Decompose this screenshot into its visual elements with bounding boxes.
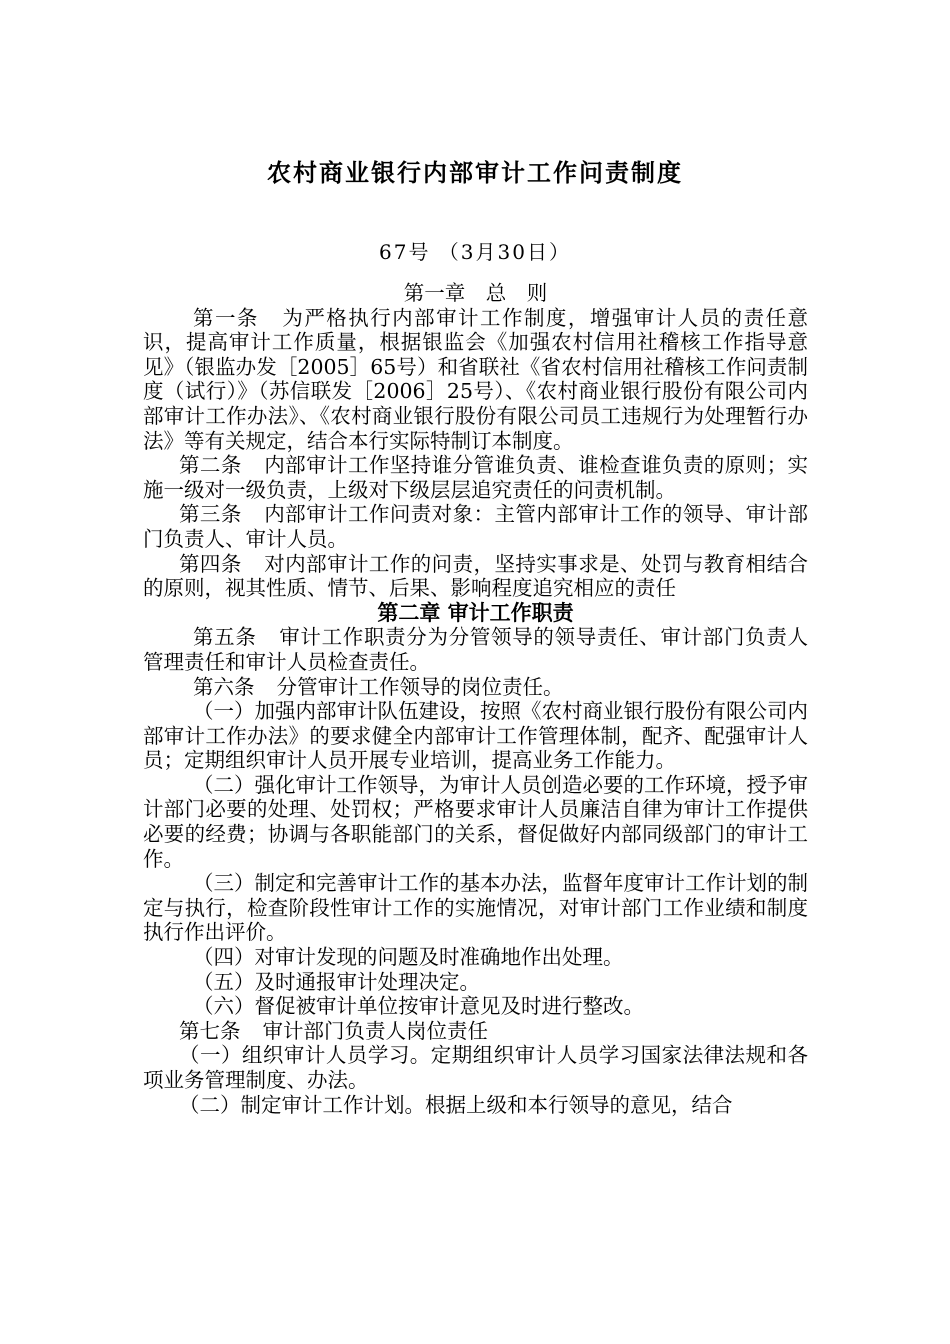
article-6-item: （四）对审计发现的问题及时准确地作出处理。 [193,945,624,970]
document-number: 67号 （3月30日） [379,240,571,264]
chapter-heading-2: 第二章 审计工作职责 [377,599,574,625]
article-6-item: （五）及时通报审计处理决定。 [193,969,480,994]
article-label: 第七条 [179,1018,241,1043]
article-label: 第六条 [193,674,255,699]
article-text: 审计部门负责人岗位责任 [262,1018,488,1043]
article-label: 第二条 [179,453,242,478]
document-title: 农村商业银行内部审计工作问责制度 [267,158,683,187]
article-text: 内部审计工作问责对象：主管内部审计工作的领导、审计部门负责人、审计人员。 [143,502,809,551]
article-6-item: （二）强化审计工作领导，为审计人员创造必要的工作环境，授予审计部门必要的处理、处罚权；严格要求审计人员廉洁自律为审计工作提供必要的经费；协调与各职能部门的关系，督促做好内部同级部门的审计工作。 [143,772,808,871]
article-7-item: （一）组织审计人员学习。定期组织审计人员学习国家法律法规和各项业务管理制度、办法。 [143,1043,808,1092]
article-label: 第三条 [179,502,242,527]
chapter-heading-1: 第一章 总 则 [403,281,548,305]
article-4 [143,552,808,601]
article-text: 审计工作职责分为分管领导的领导责任、审计部门负责人管理责任和审计人员检查责任。 [143,625,809,674]
document-body [143,281,808,1117]
article-1 [143,306,808,454]
article-7-item: （二）制定审计工作计划。根据上级和本行领导的意见，结合 [179,1092,733,1117]
article-text: 对内部审计工作的问责，坚持实事求是、处罚与教育相结合的原则，视其性质、情节、后果、影响程度追究相应的责任 [143,551,809,601]
article-label: 第一条 [193,305,259,330]
article-6-item: （六）督促被审计单位按审计意见及时进行整改。 [193,994,644,1019]
article-text: 分管审计工作领导的岗位责任。 [276,674,564,699]
article-2 [143,453,808,502]
article-label: 第五条 [193,625,257,650]
article-5 [143,625,808,674]
article-text: 为严格执行内部审计工作制度，增强审计人员的责任意识，提高审计工作质量，根据银监会《加强农村信用社稽核工作指导意见》（银监办发［2005］65号）和省联社《省农村信用社稽核工作问责制度（试行）》（苏信联发［2006］25号）、《农村商业银行股份有限公司内部审计工作办法》、《农村商业银行股份有限公司员工违规行为处理暂行办法》等有关规定，结合本行实际特制订本制度。 [143,305,809,453]
article-6 [143,675,808,700]
article-text: 内部审计工作坚持谁分管谁负责、谁检查谁负责的原则；实施一级对一级负责，上级对下级层层追究责任的问责机制。 [143,453,809,502]
article-7 [143,1019,808,1044]
article-label: 第四条 [179,551,242,576]
article-3 [143,502,808,551]
article-6-item: （三）制定和完善审计工作的基本办法，监督年度审计工作计划的制定与执行，检查阶段性审计工作的实施情况，对审计部门工作业绩和制度执行作出评价。 [143,871,808,945]
article-6-item: （一）加强内部审计队伍建设，按照《农村商业银行股份有限公司内部审计工作办法》的要求健全内部审计工作管理体制，配齐、配强审计人员；定期组织审计人员开展专业培训，提高业务工作能力。 [143,699,808,773]
